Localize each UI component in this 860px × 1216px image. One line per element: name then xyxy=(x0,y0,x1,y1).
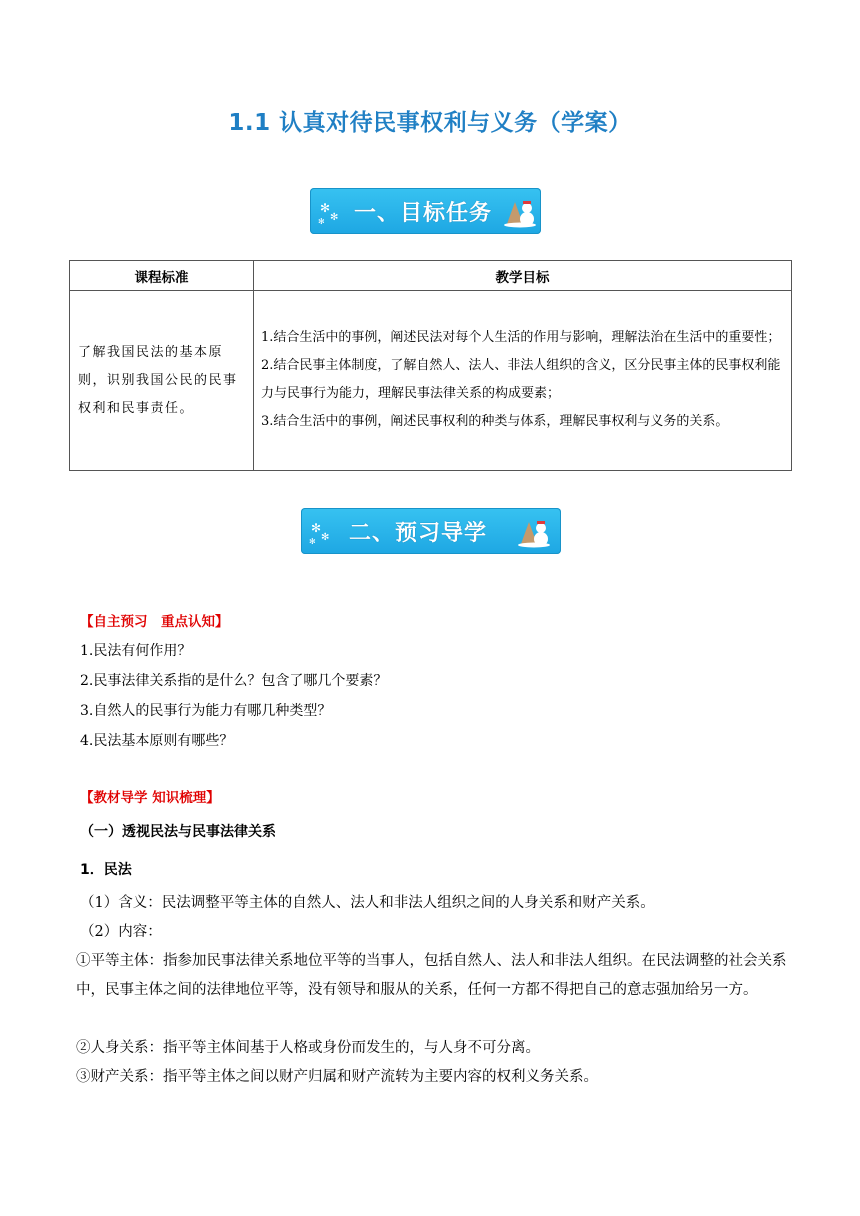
goals-table xyxy=(69,260,792,471)
section-banner-goals xyxy=(310,188,541,234)
aim-item: 2.结合民事主体制度，了解自然人、法人、非法人组织的含义，区分民事主体的民事权利能力与民事行为能力，理解民事法律关系的构成要素； xyxy=(261,357,781,401)
aim-item: 1.结合生活中的事例，阐述民法对每个人生活的作用与影响，理解法治在生活中的重要性； xyxy=(261,329,781,345)
preview-question: 3.自然人的民事行为能力有哪几种类型？ xyxy=(80,703,332,719)
table-header: 课程标准 xyxy=(70,261,254,291)
snowflake-icon: ✻ xyxy=(321,532,330,543)
preview-question: 1.民法有何作用？ xyxy=(80,643,192,659)
guide-heading: 【教材导学 知识梳理】 xyxy=(80,790,220,806)
banner-title: 一、目标任务 xyxy=(354,201,493,226)
preview-question: 4.民法基本原则有哪些？ xyxy=(80,733,234,749)
guide-point: 1．民法 xyxy=(80,862,132,878)
preview-question: 2.民事法律关系指的是什么？包含了哪几个要素？ xyxy=(80,673,388,689)
table-header: 教学目标 xyxy=(254,261,792,291)
course-standard-cell: 了解我国民法的基本原则，识别我国公民的民事权利和民事责任。 xyxy=(70,291,254,471)
snowflake-icon: ✻ xyxy=(320,201,331,215)
snowman-icon xyxy=(517,514,551,548)
snowman-icon xyxy=(503,194,537,228)
guide-line: ③财产关系：指平等主体之间以财产归属和财产流转为主要内容的权利义务关系。 xyxy=(76,1069,598,1085)
page-title: 1.1 认真对待民事权利与义务（学案） xyxy=(228,110,632,136)
guide-subheading: （一）透视民法与民事法律关系 xyxy=(80,824,276,840)
guide-line: （2）内容： xyxy=(80,924,162,940)
teaching-aims-cell xyxy=(254,291,792,471)
banner-title: 二、预习导学 xyxy=(349,521,488,546)
section-banner-preview xyxy=(301,508,561,554)
guide-line: ②人身关系：指平等主体间基于人格或身份而发生的，与人身不可分离。 xyxy=(76,1040,540,1056)
preview-heading: 【自主预习 重点认知】 xyxy=(80,614,229,630)
aim-item: 3.结合生活中的事例，阐述民事权利的种类与体系，理解民事权利与义务的关系。 xyxy=(261,413,729,429)
guide-line: （1）含义：民法调整平等主体的自然人、法人和非法人组织之间的人身关系和财产关系。 xyxy=(80,895,655,911)
snowflake-icon: ✻ xyxy=(311,521,322,535)
snowflake-icon: ✻ xyxy=(318,217,325,226)
guide-line: ①平等主体：指参加民事法律关系地位平等的当事人，包括自然人、法人和非法人组织。在民法调整的社会关系中，民事主体之间的法律地位平等，没有领导和服从的关系，任何一方都不得把自己的意志强加给另一方。 xyxy=(76,953,787,998)
snowflake-icon: ✻ xyxy=(309,537,316,546)
snowflake-icon: ✻ xyxy=(330,212,339,223)
